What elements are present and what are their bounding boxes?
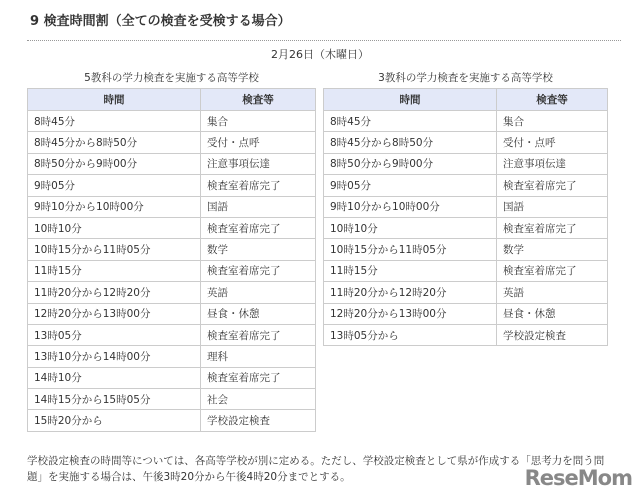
time-cell: 12時20分から13時00分 <box>28 303 201 324</box>
item-cell: 検査室着席完了 <box>497 260 608 281</box>
item-cell: 数学 <box>201 239 316 260</box>
item-cell: 集合 <box>497 111 608 132</box>
table-row <box>28 282 316 303</box>
footnote: 学校設定検査の時間等については、各高等学校が別に定める。ただし、学校設定検査として県が作成する「思考力を問う問題」を実施する場合は、午後3時20分から午後4時20分までとする。 <box>27 455 605 483</box>
time-cell: 9時05分 <box>28 175 201 196</box>
col-time: 時間 <box>324 89 497 111</box>
time-cell: 15時20分から <box>28 410 201 431</box>
time-cell: 11時20分から12時20分 <box>28 282 201 303</box>
table-row <box>28 111 316 132</box>
table-row <box>324 239 608 260</box>
table-row <box>28 196 316 217</box>
table-row <box>28 410 316 431</box>
time-cell: 10時15分から11時05分 <box>324 239 497 260</box>
table-row <box>324 111 608 132</box>
table-row <box>28 346 316 367</box>
item-cell: 検査室着席完了 <box>201 175 316 196</box>
time-cell: 8時45分から8時50分 <box>324 132 497 153</box>
time-cell: 11時20分から12時20分 <box>324 282 497 303</box>
time-cell: 14時15分から15時05分 <box>28 389 201 410</box>
time-cell: 10時10分 <box>28 217 201 238</box>
resemom-logo: ReseMom <box>524 466 632 490</box>
table-row <box>28 260 316 281</box>
table-row <box>28 389 316 410</box>
item-cell: 社会 <box>201 389 316 410</box>
item-cell: 受付・点呼 <box>497 132 608 153</box>
table-row <box>28 239 316 260</box>
time-cell: 12時20分から13時00分 <box>324 303 497 324</box>
item-cell: 昼食・休憩 <box>497 303 608 324</box>
table-row <box>324 303 608 324</box>
table-row <box>324 324 608 345</box>
exam-date: 2月26日（木曜日） <box>271 48 369 61</box>
divider <box>27 40 621 41</box>
table-row <box>28 303 316 324</box>
item-cell: 学校設定検査 <box>497 324 608 345</box>
table-row <box>324 196 608 217</box>
time-cell: 14時10分 <box>28 367 201 388</box>
table-row <box>324 260 608 281</box>
table-row <box>28 324 316 345</box>
section-title: 9 検査時間割（全ての検査を受検する場合） <box>30 14 291 29</box>
item-cell: 英語 <box>497 282 608 303</box>
item-cell: 検査室着席完了 <box>497 175 608 196</box>
table-row <box>28 217 316 238</box>
table-row <box>324 153 608 174</box>
table-row <box>324 217 608 238</box>
time-cell: 8時50分から9時00分 <box>28 153 201 174</box>
time-cell: 11時15分 <box>324 260 497 281</box>
time-cell: 8時45分 <box>324 111 497 132</box>
table-row <box>324 132 608 153</box>
col-time: 時間 <box>28 89 201 111</box>
item-cell: 理科 <box>201 346 316 367</box>
col-item: 検査等 <box>497 89 608 111</box>
time-cell: 8時45分から8時50分 <box>28 132 201 153</box>
item-cell: 英語 <box>201 282 316 303</box>
item-cell: 検査室着席完了 <box>201 217 316 238</box>
item-cell: 受付・点呼 <box>201 132 316 153</box>
item-cell: 注意事項伝達 <box>201 153 316 174</box>
time-cell: 9時05分 <box>324 175 497 196</box>
item-cell: 国語 <box>201 196 316 217</box>
item-cell: 集合 <box>201 111 316 132</box>
table-row <box>28 367 316 388</box>
item-cell: 検査室着席完了 <box>201 324 316 345</box>
item-cell: 検査室着席完了 <box>497 217 608 238</box>
time-cell: 9時10分から10時00分 <box>28 196 201 217</box>
time-cell: 11時15分 <box>28 260 201 281</box>
table-row <box>324 282 608 303</box>
time-cell: 9時10分から10時00分 <box>324 196 497 217</box>
schedule-table-5-subjects <box>27 88 316 432</box>
item-cell: 国語 <box>497 196 608 217</box>
item-cell: 注意事項伝達 <box>497 153 608 174</box>
schedule-table-3-subjects <box>323 88 608 346</box>
item-cell: 数学 <box>497 239 608 260</box>
item-cell: 学校設定検査 <box>201 410 316 431</box>
item-cell: 昼食・休憩 <box>201 303 316 324</box>
time-cell: 13時05分から <box>324 324 497 345</box>
item-cell: 検査室着席完了 <box>201 260 316 281</box>
time-cell: 10時15分から11時05分 <box>28 239 201 260</box>
table-row <box>324 175 608 196</box>
left-table-caption: 5教科の学力検査を実施する高等学校 <box>84 72 259 84</box>
time-cell: 13時05分 <box>28 324 201 345</box>
table-row <box>28 153 316 174</box>
table-row <box>28 175 316 196</box>
col-item: 検査等 <box>201 89 316 111</box>
time-cell: 10時10分 <box>324 217 497 238</box>
time-cell: 13時10分から14時00分 <box>28 346 201 367</box>
time-cell: 8時45分 <box>28 111 201 132</box>
time-cell: 8時50分から9時00分 <box>324 153 497 174</box>
table-row <box>28 132 316 153</box>
item-cell: 検査室着席完了 <box>201 367 316 388</box>
right-table-caption: 3教科の学力検査を実施する高等学校 <box>378 72 553 84</box>
